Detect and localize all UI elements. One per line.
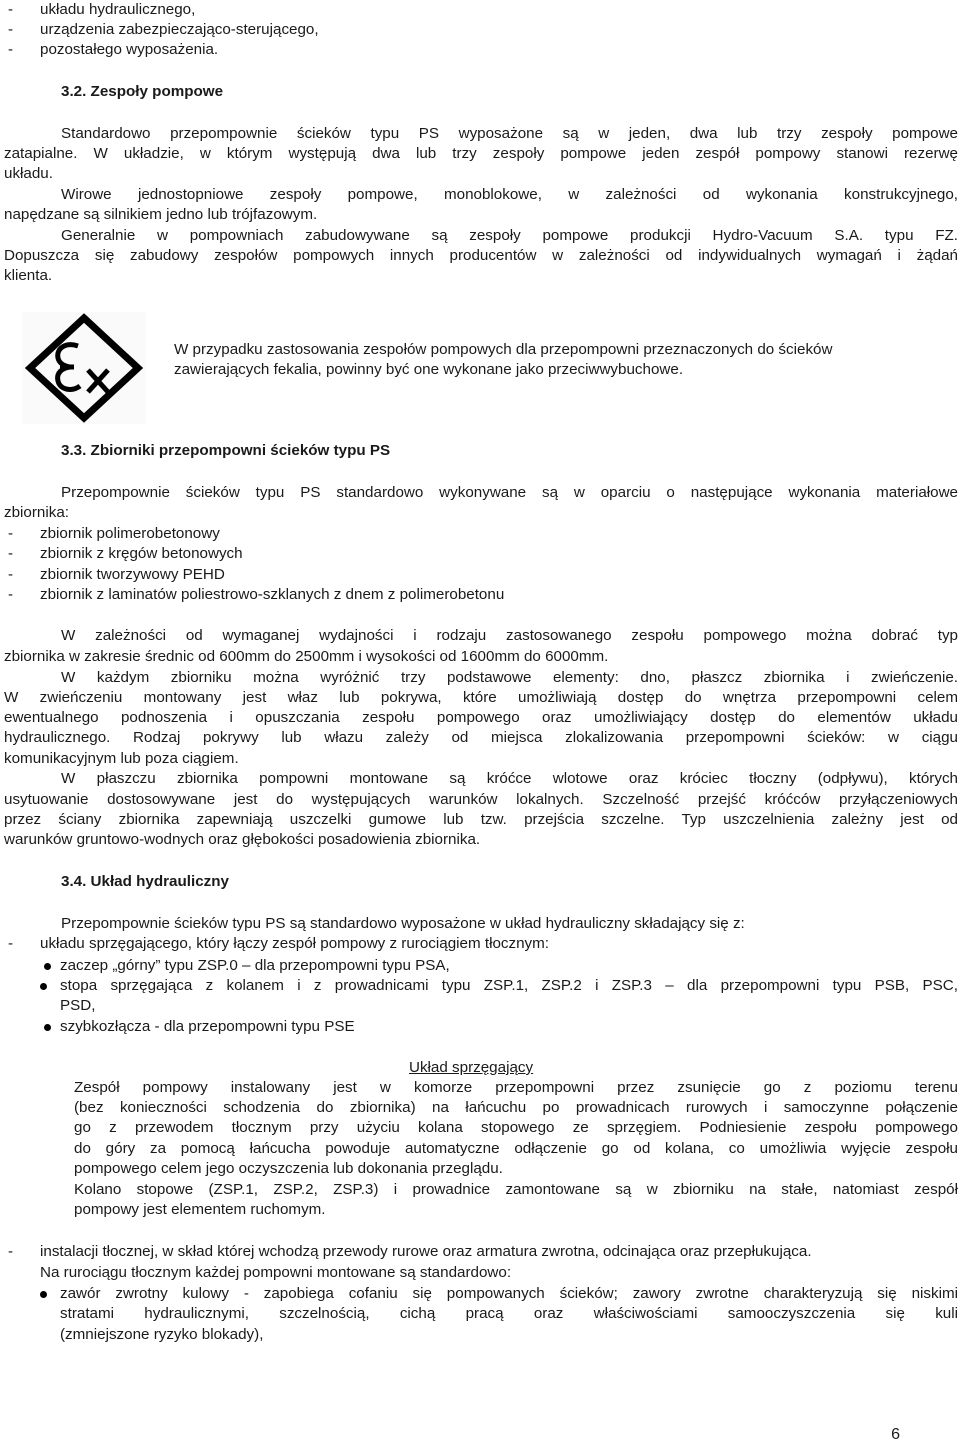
bullet-icon: [44, 1024, 51, 1031]
paragraph-line: przez ściany zbiornika zapewniają uszczelki gumowe lub tzw. przejścia szczelne. Typ uszczelnienia zależny jest od: [4, 811, 958, 828]
paragraph-line: zbiornika:: [4, 504, 69, 521]
paragraph-line: zbiornika w zakresie średnic od 600mm do 2500mm i wysokości od 1600mm do 6000mm.: [4, 648, 609, 665]
bullet-icon: [40, 1291, 47, 1298]
paragraph-line: Generalnie w pompowniach zabudowywane są zespoły pompowe produkcji Hydro-Vacuum S.A. typu FZ.: [61, 227, 958, 244]
paragraph-line: napędzane są silnikiem jedno lub trójfazowym.: [4, 206, 318, 223]
paragraph-line: W każdym zbiorniku można wyróżnić trzy podstawowe elementy: dno, płaszcz zbiornika i zwieńczenie.: [61, 669, 958, 686]
paragraph-line: Przepompownie ścieków typu PS standardowo wykonywane są w oparciu o następujące wykonania materiałowe: [61, 484, 958, 501]
paragraph-line: pompowego celem jego oczyszczenia lub dokonania przeglądu.: [74, 1160, 503, 1177]
ex-atex-icon: [22, 312, 146, 424]
paragraph-line: Przepompownie ścieków typu PS są standardowo wyposażone w układ hydrauliczny składający się z:: [61, 915, 745, 932]
bullet-item: zawór zwrotny kulowy - zapobiega cofaniu się pompowanych ścieków; zawory zwrotne charakteryzują się niskimi: [60, 1284, 958, 1304]
paragraph-line: Wirowe jednostopniowe zespoły pompowe, monoblokowe, w zależności od wykonania konstrukcyjnego,: [61, 186, 958, 203]
bullet-icon: [44, 963, 51, 970]
paragraph-line: W płaszczu zbiornika pompowni montowane są króćce wlotowe oraz króciec tłoczny (odpływu), których: [61, 770, 958, 787]
paragraph-line: ewentualnego podnoszenia i opuszczania zespołu pompowego oraz umożliwiający dostęp do elementów układu: [4, 709, 958, 726]
bullet-item-cont: stratami hydraulicznymi, szczelnością, cichą pracą oraz właściwościami samooczyszczenia się kuli: [60, 1305, 958, 1322]
subsection-title: Układ sprzęgający: [409, 1059, 534, 1076]
paragraph-line: go z przewodem tłocznym przy użyciu kolana stopowego ze sprzęgiem. Podniesienie zespołu pompowego: [74, 1119, 958, 1136]
document-page: - układu hydraulicznego, - urządzenia zabezpieczająco-sterującego, - pozostałego wyposażenia. 3.2. Zespoły pompowe Standardowo przepompownie ścieków typu PS wyposażone są w jeden, dwa lub trzy zespoły pompowe zatapialne. W układzie, w którym występują dwa lub trzy zespoły pompowe jeden zespół pompowy stanowi rezerwę układu. Wirowe jednostopniowe zespoły pompowe, monoblokowe, w zależności od wykonania konstrukcyjnego, napędzane są silnikiem jedno lub trójfazowym. Generalnie w pompowniach zabudowywane są zespoły pompowe produkcji Hydro-Vacuum S.A. typu FZ. Dopuszcza się zabudowy zespołów pompowych innych producentów w zależności od indywidualnych wymagań i żądań klienta. W przypadku zastosowania zespołów pompowych dla przepompowni przeznaczonych do ścieków zawierających fekalia, powinny być one wykonane jako przeciwwybuchowe. 3.3. Zbiorniki przepompowni ścieków typu PS Przepompownie ścieków typu PS standardowo wykonywane są w oparciu o następujące wykonania materiałowe zbiornika: - zbiornik polimerobetonowy - zbiornik z kręgów betonowych - zbiornik tworzywowy PEHD - zbiornik z laminatów poliestrowo-szklanych z dnem z polimerobetonu W zależności od wymaganej wydajności i rodzaju zastosowanego zespołu pompowego można dobrać typ zbiornika w zakresie średnic od 600mm do 2500mm i wysokości od 1600mm do 6000mm. W każdym zbiorniku można wyróżnić trzy podstawowe elementy: dno, płaszcz zbiornika i zwieńczenie. W zwieńczeniu montowany jest właz lub pokrywa, które umożliwiają dostęp do wnętrza przepompowni celem ewentualnego podnoszenia i opuszczania zespołu pompowego oraz umożliwiający dostęp do elementów układu hydraulicznego. Rodzaj pokrywy lub włazu zależy od miejsca zlokalizowania przepompowni ścieków: w ciągu komunikacyjnym lub poza ciągiem. W płaszczu zbiornika pompowni montowane są króćce wlotowe oraz króciec tłoczny (odpływu), których usytuowanie dostosowywane jest do występujących warunków lokalnych. Szczelność przejść króćców przyłączeniowych przez ściany zbiornika zapewniają uszczelki gumowe lub tzw. przejścia szczelne. Typ uszczelnienia zależny jest od warunków gruntowo-wodnych oraz głębokości posadowienia zbiornika. 3.4. Układ hydrauliczny Przepompownie ścieków typu PS są standardowo wyposażone w układ hydrauliczny składający się z: - układu sprzęgającego, który łączy zespół pompowy z rurociągiem tłocznym: zaczep „górny” typu ZSP.0 – dla przepompowni typu PSA, stopa sprzęgająca z kolanem i z prowadnicami typu ZSP.1, ZSP.2 i ZSP.3 – dla przepompowni typu PSB, PSC, PSD, szybkozłącza - dla przepompowni typu PSE Układ sprzęgający Zespół pompowy instalowany jest w komorze przepompowni przez zsunięcie go z poziomu terenu (bez konieczności schodzenia do zbiornika) na łańcuchu po prowadnicach rurowych i samoczynne połączenie go z przewodem tłocznym przy użyciu kolana stopowego ze sprzęgiem. Podniesienie zespołu pompowego do góry za pomocą łańcucha powoduje automatyczne odłączenie go od kolana, co umożliwia wyjęcie zespołu pompowego celem jego oczyszczenia lub dokonania przeglądu. Kolano stopowe (ZSP.1, ZSP.2, ZSP.3) i prowadnice zamontowane są w zbiorniku na stałe, natomiast zespół pompowy jest elementem ruchomym. - instalacji tłocznej, w skład której wchodzą przewody rurowe oraz armatura zwrotna, odcinająca oraz przepłukująca. Na rurociągu tłocznym każdej pompowni montowane są standardowo: zawór zwrotny kulowy - zapobiega cofaniu się pompowanych ścieków; zawory zwrotne charakteryzują się niskimi stratami hydraulicznymi, szczelnością, cichą pracą oraz właściwościami samooczyszczenia się kuli (zmniejszone ryzyko blokady), 6: [4, 1, 958, 1443]
paragraph-line: usytuowanie dostosowywane jest do występujących warunków lokalnych. Szczelność przejść króćców przyłączeniowych: [4, 791, 958, 808]
bullet-item-cont: (zmniejszone ryzyko blokady),: [60, 1326, 264, 1343]
section-heading: 3.3. Zbiorniki przepompowni ścieków typu PS: [61, 442, 391, 459]
paragraph-line: do góry za pomocą łańcucha powoduje automatyczne odłączenie go od kolana, co umożliwia wyjęcie zespołu: [74, 1140, 958, 1157]
bullet-item: stopa sprzęgająca z kolanem i z prowadnicami typu ZSP.1, ZSP.2 i ZSP.3 – dla przepompowni typu PSB, PSC,: [60, 976, 958, 996]
bullet-item-cont: PSD,: [60, 997, 96, 1014]
section-heading: 3.4. Układ hydrauliczny: [61, 873, 229, 890]
paragraph-line: hydraulicznego. Rodzaj pokrywy lub włazu zależy od miejsca zlokalizowania przepompowni ścieków: w ciągu: [4, 729, 958, 746]
paragraph-line: klienta.: [4, 267, 53, 284]
paragraph-line: W zwieńczeniu montowany jest właz lub pokrywa, które umożliwiają dostęp do wnętrza przepompowni celem: [4, 689, 958, 706]
paragraph-line: warunków gruntowo-wodnych oraz głębokości posadowienia zbiornika.: [4, 831, 481, 848]
paragraph-line: Na rurociągu tłocznym każdej pompowni montowane są standardowo:: [40, 1264, 512, 1281]
paragraph-line: zatapialne. W układzie, w którym występują dwa lub trzy zespoły pompowe jeden zespół pompowy stanowi rezerwę: [4, 145, 958, 162]
section-heading: 3.2. Zespoły pompowe: [61, 83, 224, 100]
page-number: 6: [891, 1426, 900, 1443]
paragraph-line: układu.: [4, 165, 53, 182]
ex-note-line: zawierających fekalia, powinny być one wykonane jako przeciwwybuchowe.: [174, 361, 684, 378]
bullet-icon: [40, 983, 47, 990]
paragraph-line: W zależności od wymaganej wydajności i rodzaju zastosowanego zespołu pompowego można dobrać typ: [61, 627, 958, 644]
paragraph-line: Dopuszcza się zabudowy zespołów pompowych innych producentów w zależności od indywidualnych wymagań i żądań: [4, 247, 958, 264]
paragraph-line: komunikacyjnym lub poza ciągiem.: [4, 750, 239, 767]
paragraph-line: (bez konieczności schodzenia do zbiornika) na łańcuchu po prowadnicach rurowych i samoczynne połączenie: [74, 1099, 958, 1116]
paragraph-line: Kolano stopowe (ZSP.1, ZSP.2, ZSP.3) i prowadnice zamontowane są w zbiorniku na stałe, natomiast zespół: [74, 1181, 958, 1198]
ex-note-line: W przypadku zastosowania zespołów pompowych dla przepompowni przeznaczonych do ścieków: [174, 341, 833, 358]
paragraph-line: pompowy jest elementem ruchomym.: [74, 1201, 326, 1218]
paragraph-line: Standardowo przepompownie ścieków typu PS wyposażone są w jeden, dwa lub trzy zespoły pompowe: [61, 125, 958, 142]
paragraph-line: Zespół pompowy instalowany jest w komorze przepompowni przez zsunięcie go z poziomu terenu: [74, 1079, 958, 1096]
